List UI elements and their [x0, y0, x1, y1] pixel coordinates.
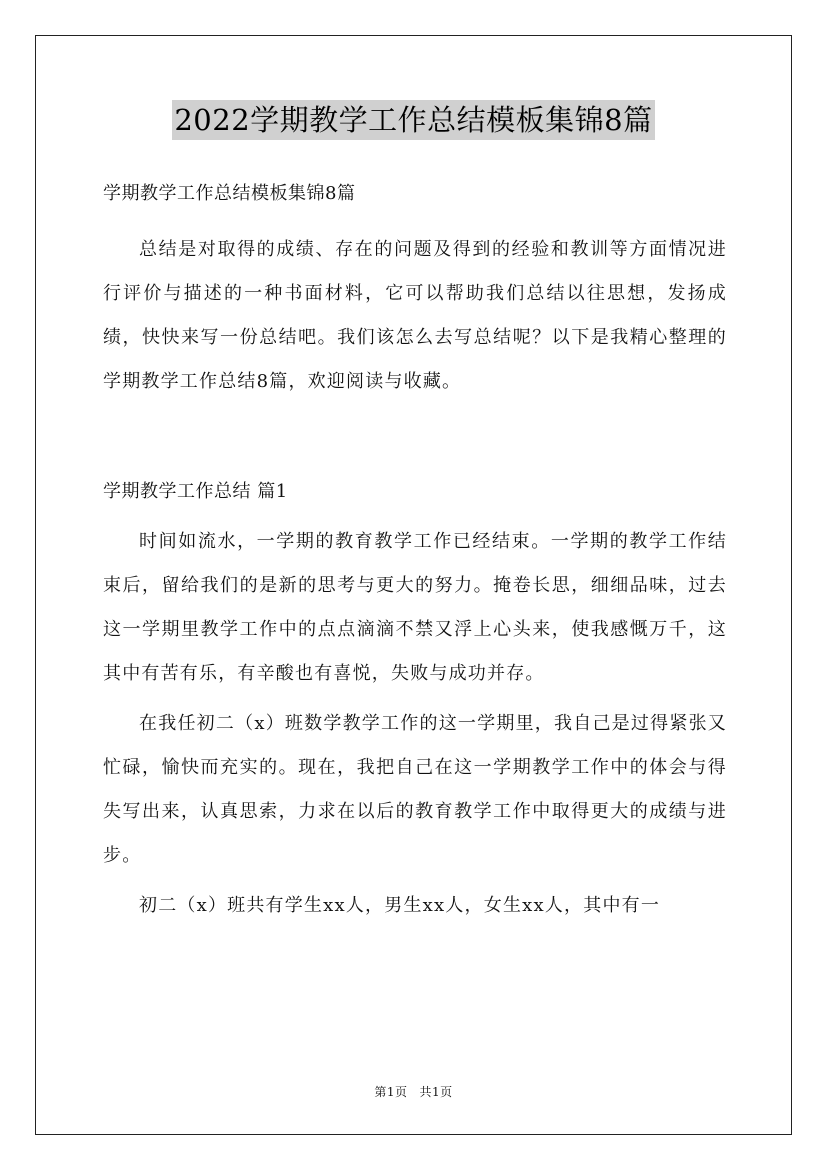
- document-subtitle: 学期教学工作总结模板集锦8篇: [103, 183, 356, 204]
- body-paragraph-1: 时间如流水，一学期的教育教学工作已经结束。一学期的教学工作结束后，留给我们的是新的思考与更大的努力。掩卷长思，细细品味，过去这一学期里教学工作中的点点滴滴不禁又浮上心头来，使我感慨万千，这其中有苦有乐，有辛酸也有喜悦，失败与成功并存。: [103, 531, 727, 684]
- page-number-current: 第1页: [374, 1085, 408, 1099]
- section-heading: 学期教学工作总结 篇1: [103, 481, 288, 502]
- body-paragraph-2: 在我任初二（x）班数学教学工作的这一学期里，我自己是过得紧张又忙碌，愉快而充实的。现在，我把自己在这一学期教学工作中的体会与得失写出来，认真思索，力求在以后的教育教学工作中取得更大的成绩与进步。: [103, 713, 727, 866]
- body-paragraph-3: 初二（x）班共有学生xx人，男生xx人，女生xx人，其中有一: [139, 895, 661, 916]
- intro-paragraph: 总结是对取得的成绩、存在的问题及得到的经验和教训等方面情况进行评价与描述的一种书面材料，它可以帮助我们总结以往思想，发扬成绩，快快来写一份总结吧。我们该怎么去写总结呢？以下是我精心整理的学期教学工作总结8篇，欢迎阅读与收藏。: [103, 239, 727, 392]
- page-footer: [0, 1083, 827, 1101]
- title-area: [0, 100, 827, 140]
- section-spacer: [103, 410, 727, 470]
- document-title: 2022学期教学工作总结模板集锦8篇: [172, 100, 654, 140]
- page-number-total: 共1页: [419, 1085, 453, 1099]
- document-body: [103, 172, 727, 934]
